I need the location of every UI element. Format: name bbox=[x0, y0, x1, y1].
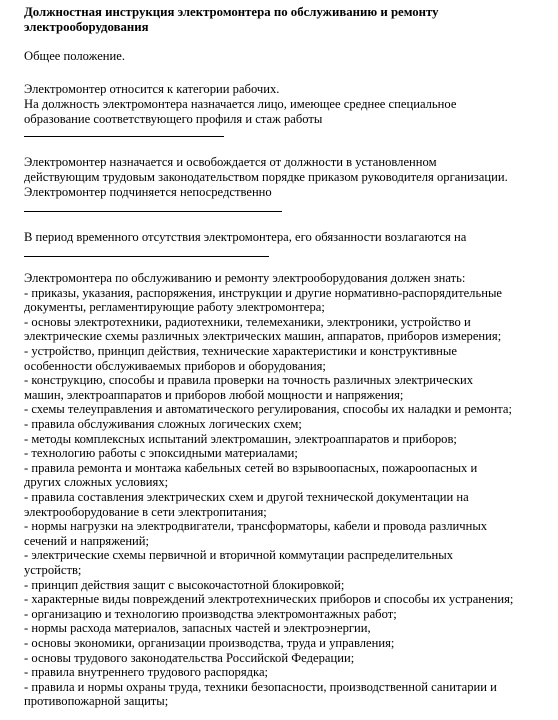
list-item: Электромонтера по обслуживанию и ремонту электрооборудования должен знать: bbox=[24, 271, 466, 285]
list-item: - правила обслуживания сложных логических схем; bbox=[24, 417, 302, 431]
list-item: - принцип действия защит с высокочастотной блокировкой; bbox=[24, 578, 345, 592]
list-item: - основы электротехники, радиотехники, телемеханики, электроники, устройство и bbox=[24, 315, 471, 329]
paragraph-line: Электромонтер назначается и освобождается от должности в установленном bbox=[24, 155, 437, 169]
list-item: - конструкцию, способы и правила проверки на точность различных электрических bbox=[24, 373, 474, 387]
list-item: - устройство, принцип действия, технические характеристики и конструктивные bbox=[24, 344, 457, 358]
list-item: - правила ремонта и монтажа кабельных сетей во взрывоопасных, пожароопасных и bbox=[24, 461, 478, 475]
list-item: других сложных условиях; bbox=[24, 475, 169, 489]
document-title: Должностная инструкция электромонтера по обслуживанию и ремонту электрооборудования bbox=[24, 5, 439, 34]
list-item: электрооборудование в сети электропитания; bbox=[24, 505, 267, 519]
paragraph-line: образование соответствующего профиля и стаж работы bbox=[24, 112, 323, 126]
paragraph-line: действующим трудовым законодательством порядке приказом руководителя организации. bbox=[24, 170, 508, 184]
list-item: машин, электроаппаратов и приборов любой мощности и напряжения; bbox=[24, 388, 404, 402]
paragraph-line: Электромонтер относится к категории рабочих. bbox=[24, 82, 280, 96]
list-item: электрические схемы различных электрических машин, аппаратов, приборов измерения; bbox=[24, 329, 502, 343]
list-item: - основы экономики, организации производства, труда и управления; bbox=[24, 636, 395, 650]
blank-fill-line bbox=[24, 256, 269, 257]
list-item: устройств; bbox=[24, 563, 82, 577]
list-item: - электрические схемы первичной и вторичной коммутации распределительных bbox=[24, 548, 454, 562]
list-item: документы, регламентирующие работу электромонтера; bbox=[24, 300, 325, 314]
list-item: - правила составления электрических схем и другой технической документации на bbox=[24, 490, 469, 504]
blank-fill-line bbox=[24, 211, 282, 212]
blank-fill-line bbox=[24, 136, 224, 137]
list-item: - нормы нагрузки на электродвигатели, трансформаторы, кабели и провода различных bbox=[24, 519, 488, 533]
list-item: - технологию работы с эпоксидными материалами; bbox=[24, 446, 298, 460]
section-heading-general: Общее положение. bbox=[24, 49, 126, 63]
list-item: - правила внутреннего трудового распорядка; bbox=[24, 665, 269, 679]
list-item: - организацию и технологию производства электромонтажных работ; bbox=[24, 607, 397, 621]
list-item: противопожарной защиты; bbox=[24, 694, 169, 708]
list-item: особенности обслуживаемых приборов и оборудования; bbox=[24, 359, 326, 373]
paragraph-line: Электромонтер подчиняется непосредственно bbox=[24, 185, 272, 199]
list-item: - нормы расхода материалов, запасных частей и электроэнергии, bbox=[24, 621, 371, 635]
list-item: - методы комплексных испытаний электромашин, электроаппаратов и приборов; bbox=[24, 432, 457, 446]
list-item: - схемы телеуправления и автоматического регулирования, способы их наладки и ремонта; bbox=[24, 402, 513, 416]
list-item: - приказы, указания, распоряжения, инструкции и другие нормативно-распорядительные bbox=[24, 286, 502, 300]
paragraph-line: На должность электромонтера назначается лицо, имеющее среднее специальное bbox=[24, 97, 457, 111]
paragraph-line: В период временного отсутствия электромонтера, его обязанности возлагаются на bbox=[24, 230, 467, 244]
list-item: - правила и нормы охраны труда, техники безопасности, производственной санитарии и bbox=[24, 680, 497, 694]
list-item: - основы трудового законодательства Российской Федерации; bbox=[24, 651, 355, 665]
list-item: - характерные виды повреждений электротехнических приборов и способы их устранения; bbox=[24, 592, 514, 606]
list-item: сечений и напряжений; bbox=[24, 534, 150, 548]
